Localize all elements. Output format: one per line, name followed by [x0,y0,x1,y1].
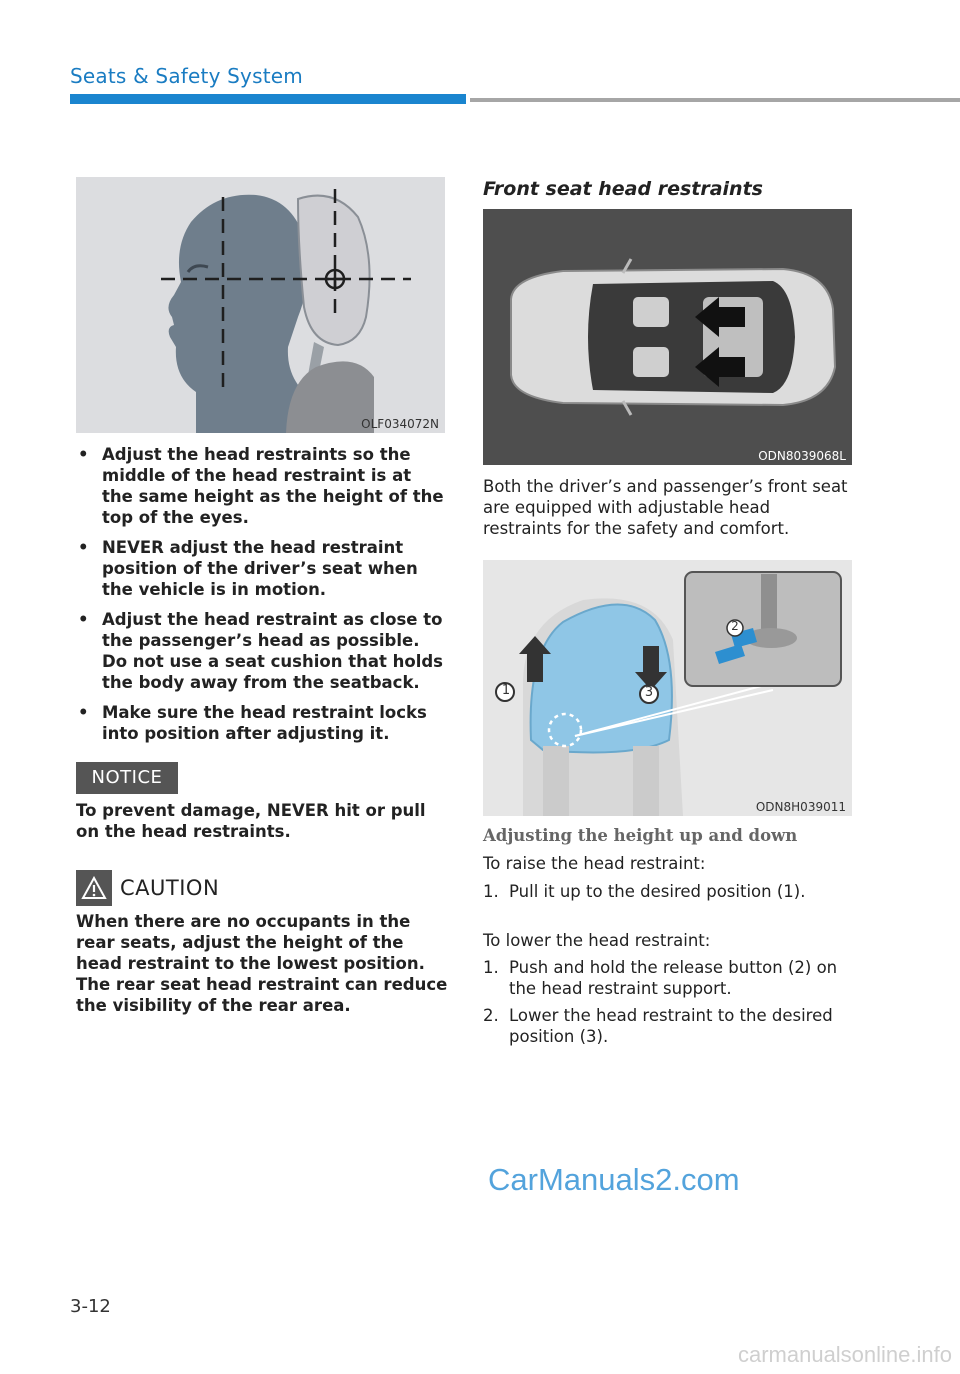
lower-steps [483,957,843,1053]
section-header-title: Seats & Safety System [70,64,303,88]
caution-heading [76,870,219,906]
bullet-item [76,444,446,528]
callout-3: 3 [644,685,654,700]
figure-code: ODN8H039011 [755,800,846,814]
caution-text: When there are no occupants in the rear seats, adjust the height of the head restraint to the lowest position. The rear seat head restraint can reduce the visibility of the rear area. [76,912,448,1015]
header-divider-bar [470,98,960,102]
step-number: 1. [483,882,499,901]
notice-badge: NOTICE [76,762,178,794]
bullet-text: Adjust the head restraints so the middle of the head restraint is at the same height as the height of the top of the eyes. [102,445,444,527]
bullet-text: Adjust the head restraint as close to the passenger’s head as possible. Do not use a seat cushion that holds the body away from the seatback. [102,610,443,692]
bullet-dot: • [78,703,89,722]
car-top-illustration [483,209,852,465]
bullet-item [76,702,446,744]
step-number: 2. [483,1006,499,1025]
notice-text: To prevent damage, NEVER hit or pull on the head restraints. [76,801,426,841]
bullet-text: Make sure the head restraint locks into position after adjusting it. [102,703,427,743]
callout-2: 2 [731,619,739,633]
step-item [483,881,843,902]
step-text: Push and hold the release button (2) on the head restraint support. [509,958,838,998]
subheading: Adjusting the height up and down [483,826,798,845]
step-number: 1. [483,958,499,977]
step-text: Pull it up to the desired position (1). [509,882,806,901]
restraint-adjust-figure [483,560,852,816]
caution-label: CAUTION [120,876,220,900]
head-position-figure [76,177,445,433]
raise-steps [483,881,843,908]
bullet-text: NEVER adjust the head restraint position of the driver’s seat when the vehicle is in motion. [102,538,418,599]
car-top-view-figure [483,209,852,465]
head-silhouette-illustration [76,177,445,433]
page-number: 3-12 [70,1296,111,1317]
header-accent-bar [70,94,466,104]
intro-paragraph: Both the driver’s and passenger’s front seat are equipped with adjustable head restraints for the safety and comfort. [483,477,848,538]
lower-intro: To lower the head restraint: [483,931,711,950]
safety-bullets [76,444,446,753]
bullet-dot: • [78,445,89,464]
warning-triangle-icon [76,870,112,906]
bullet-item [76,537,446,600]
section-title: Front seat head restraints [483,178,763,200]
step-item [483,957,843,999]
bullet-dot: • [78,538,89,557]
figure-code: ODN8039068L [758,449,846,463]
footer-site-watermark: carmanualsonline.info [737,1342,952,1367]
bullet-dot: • [78,610,89,629]
raise-intro: To raise the head restraint: [483,854,706,873]
watermark: CarManuals2.com [488,1162,740,1197]
step-text: Lower the head restraint to the desired position (3). [509,1006,833,1046]
step-item [483,1005,843,1047]
callout-1: 1 [501,683,511,698]
figure-code: OLF034072N [361,417,439,431]
restraint-illustration [483,560,852,816]
bullet-item [76,609,446,693]
